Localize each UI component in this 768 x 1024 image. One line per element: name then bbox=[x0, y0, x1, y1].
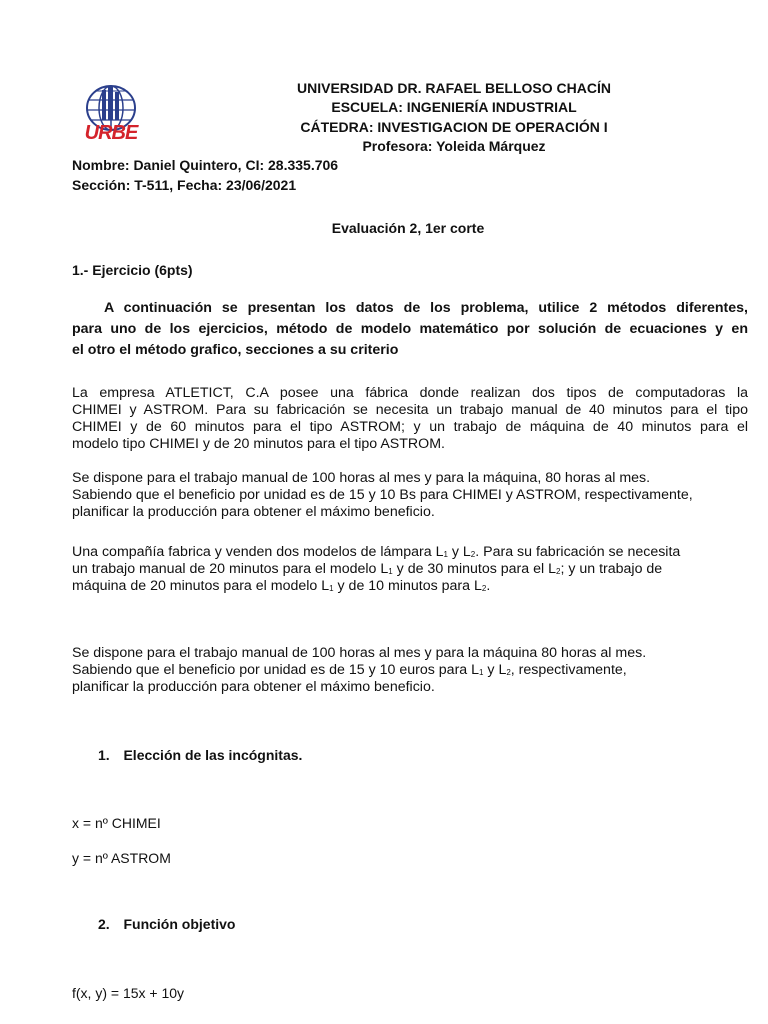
problem2-line: máquina de 20 minutos para el modelo $L_1$ y de 10 minutos para $L_2$. bbox=[72, 578, 491, 594]
step2-number: 2. bbox=[98, 916, 110, 932]
problem2-line: Una compañía fabrica y venden dos modelos de lámpara $L_1$ y $L_2$. Para su fabricación se necesita bbox=[72, 544, 681, 560]
evaluation-title: Evaluación 2, 1er corte bbox=[331, 220, 485, 236]
problem1-conditions bbox=[72, 470, 748, 521]
instructions-line: el otro el método grafico, secciones a su criterio bbox=[72, 342, 399, 358]
problem2-line: un trabajo manual de 20 minutos para el modelo $L_1$ y de 30 minutos para el $L_2$; y un trabajo de bbox=[72, 561, 663, 577]
instructions bbox=[72, 298, 748, 361]
instructions-line: A continuación se presentan los datos de los problema, utilice 2 métodos diferentes, bbox=[104, 300, 748, 316]
step2-heading bbox=[98, 914, 235, 934]
instructions-line: para uno de los ejercicios, método de modelo matemático por solución de ecuaciones y en bbox=[72, 321, 748, 337]
problem2b-line: Sabiendo que el beneficio por unidad es de 15 y 10 euros para $L_1$ y $L_2$, respectivamente, bbox=[72, 662, 627, 678]
section-date: Sección: T-511, Fecha: 23/06/2021 bbox=[72, 177, 297, 193]
problem2-conditions bbox=[72, 645, 748, 696]
problem1b-line: planificar la producción para obtener el máximo beneficio. bbox=[72, 504, 435, 520]
university-name: UNIVERSIDAD DR. RAFAEL BELLOSO CHACÍN bbox=[297, 80, 611, 96]
exercise-heading: 1.- Ejercicio (6pts) bbox=[72, 262, 193, 278]
problem1b-line: Sabiendo que el beneficio por unidad es de 15 y 10 Bs para CHIMEI y ASTROM, respectivamente, bbox=[72, 487, 693, 503]
logo-text: URBE bbox=[84, 122, 138, 144]
objective-function: f(x, y) = 15x + 10y bbox=[72, 985, 185, 1001]
problem1b-line: Se dispone para el trabajo manual de 100 horas al mes y para la máquina, 80 horas al mes. bbox=[72, 470, 651, 486]
problem1-line: La empresa ATLETICT, C.A posee una fábrica donde realizan dos tipos de computadoras la bbox=[72, 385, 748, 401]
variable-x: x = nº CHIMEI bbox=[72, 815, 161, 831]
problem1-line: modelo tipo CHIMEI y de 20 minutos para el tipo ASTROM. bbox=[72, 436, 445, 452]
problem2b-line: planificar la producción para obtener el máximo beneficio. bbox=[72, 679, 435, 695]
step1-label: Elección de las incógnitas. bbox=[123, 747, 303, 763]
step1-number: 1. bbox=[98, 747, 110, 763]
problem2b-line: Se dispone para el trabajo manual de 100 horas al mes y para la máquina 80 horas al mes. bbox=[72, 645, 647, 661]
problem1-line: CHIMEI y ASTROM. Para su fabricación se necesita un trabajo manual de 40 minutos para el tipo bbox=[72, 402, 748, 418]
student-name: Nombre: Daniel Quintero, CI: 28.335.706 bbox=[72, 157, 339, 173]
problem1-statement bbox=[72, 385, 748, 453]
chair-name: CÁTEDRA: INVESTIGACION DE OPERACIÓN I bbox=[300, 119, 608, 135]
urbe-logo bbox=[80, 80, 142, 148]
problem1-line: CHIMEI y de 60 minutos para el tipo ASTROM; y un trabajo de máquina de 40 minutos para el bbox=[72, 419, 748, 435]
problem2-statement bbox=[72, 544, 748, 595]
variable-y: y = nº ASTROM bbox=[72, 850, 171, 866]
step1-heading bbox=[98, 745, 302, 765]
school-name: ESCUELA: INGENIERÍA INDUSTRIAL bbox=[331, 99, 577, 115]
professor-name: Profesora: Yoleida Márquez bbox=[362, 138, 546, 154]
step2-label: Función objetivo bbox=[123, 916, 236, 932]
